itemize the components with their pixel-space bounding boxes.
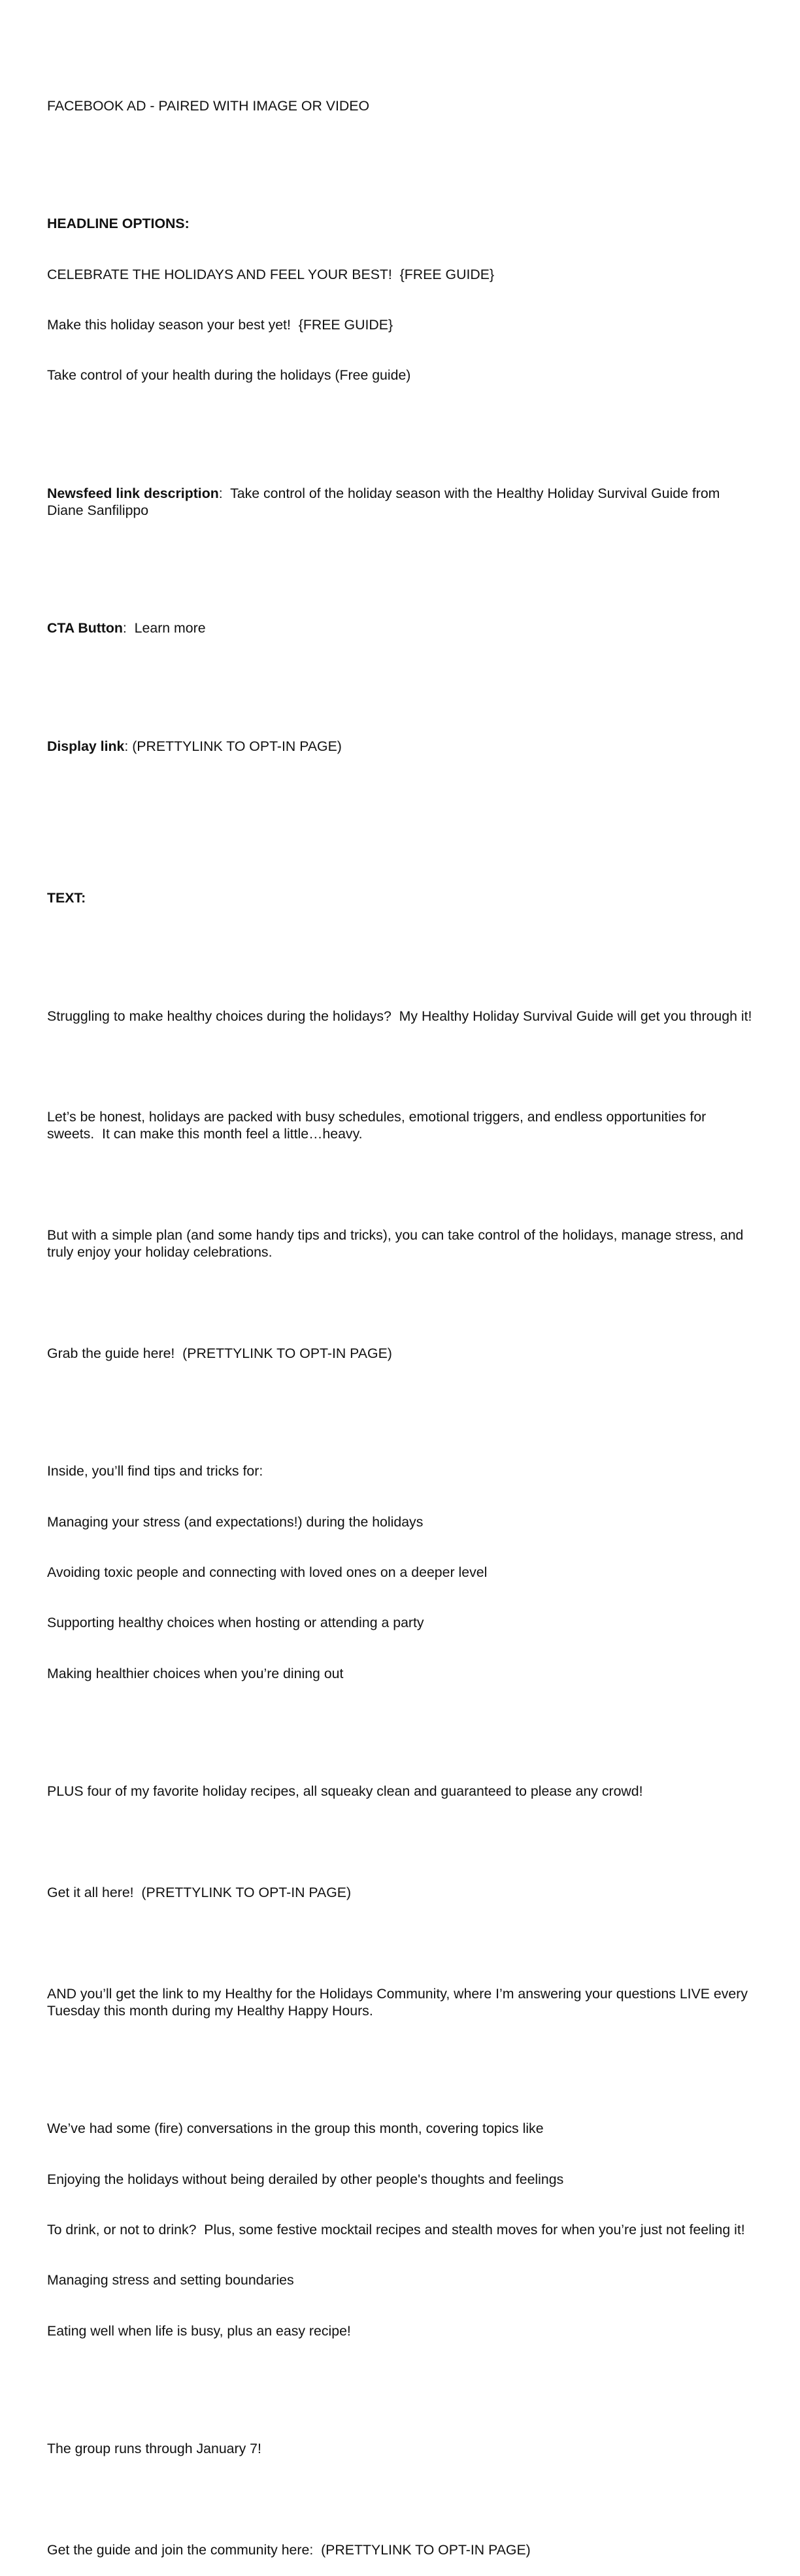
- text-section-label: TEXT:: [47, 890, 86, 906]
- paragraph: Let’s be honest, holidays are packed with busy schedules, emotional triggers, and endless opportunities for sweets. It can make this month feel a little…heavy.: [47, 1109, 710, 1142]
- paragraph: Grab the guide here! (PRETTYLINK TO OPT-IN PAGE): [47, 1345, 392, 1361]
- headline-option-2: Make this holiday season your best yet! {FREE GUIDE}: [47, 316, 393, 333]
- paragraph: But with a simple plan (and some handy tips and tricks), you can take control of the holidays, manage stress, and truly enjoy your holiday celebrations.: [47, 1227, 748, 1260]
- list-item: Making healthier choices when you’re dining out: [47, 1665, 344, 1681]
- paragraph: AND you’ll get the link to my Healthy for the Holidays Community, where I’m answering your questions LIVE every Tuesday this month during my Healthy Happy Hours.: [47, 1985, 752, 2019]
- inside-intro: Inside, you’ll find tips and tricks for:: [47, 1463, 263, 1479]
- document-title: FACEBOOK AD - PAIRED WITH IMAGE OR VIDEO: [47, 97, 370, 114]
- topics-intro: We’ve had some (fire) conversations in the group this month, covering topics like: [47, 2121, 544, 2137]
- list-item: Managing your stress (and expectations!) during the holidays: [47, 1513, 424, 1530]
- list-item: Supporting healthy choices when hosting or attending a party: [47, 1615, 424, 1631]
- paragraph: Get the guide and join the community here: (PRETTYLINK TO OPT-IN PAGE): [47, 2542, 531, 2558]
- headline-option-1: CELEBRATE THE HOLIDAYS AND FEEL YOUR BEST! {FREE GUIDE}: [47, 266, 495, 282]
- cta-button-line: CTA Button: Learn more: [47, 620, 206, 636]
- list-item: Avoiding toxic people and connecting with loved ones on a deeper level: [47, 1564, 488, 1580]
- headline-options-label: HEADLINE OPTIONS:: [47, 216, 190, 232]
- list-item: Enjoying the holidays without being derailed by other people's thoughts and feelings: [47, 2171, 564, 2187]
- display-link-line: Display link: (PRETTYLINK TO OPT-IN PAGE): [47, 738, 342, 754]
- headline-option-3: Take control of your health during the holidays (Free guide): [47, 367, 411, 384]
- list-item: To drink, or not to drink? Plus, some festive mocktail recipes and stealth moves for when you’re just not feeling it!: [47, 2222, 745, 2237]
- list-item: Managing stress and setting boundaries: [47, 2272, 294, 2288]
- paragraph: PLUS four of my favorite holiday recipes, all squeaky clean and guaranteed to please any crowd!: [47, 1783, 643, 1800]
- paragraph: The group runs through January 7!: [47, 2441, 261, 2457]
- newsfeed-description: Newsfeed link description: Take control of the holiday season with the Healthy Holiday Survival Guide from Diane Sanfilippo: [47, 485, 724, 518]
- paragraph: Struggling to make healthy choices during the holidays? My Healthy Holiday Survival Guide will get you through it!: [47, 1008, 752, 1024]
- list-item: Eating well when life is busy, plus an easy recipe!: [47, 2322, 351, 2339]
- document-body: [47, 64, 753, 2576]
- paragraph: Get it all here! (PRETTYLINK TO OPT-IN PAGE): [47, 1885, 352, 1901]
